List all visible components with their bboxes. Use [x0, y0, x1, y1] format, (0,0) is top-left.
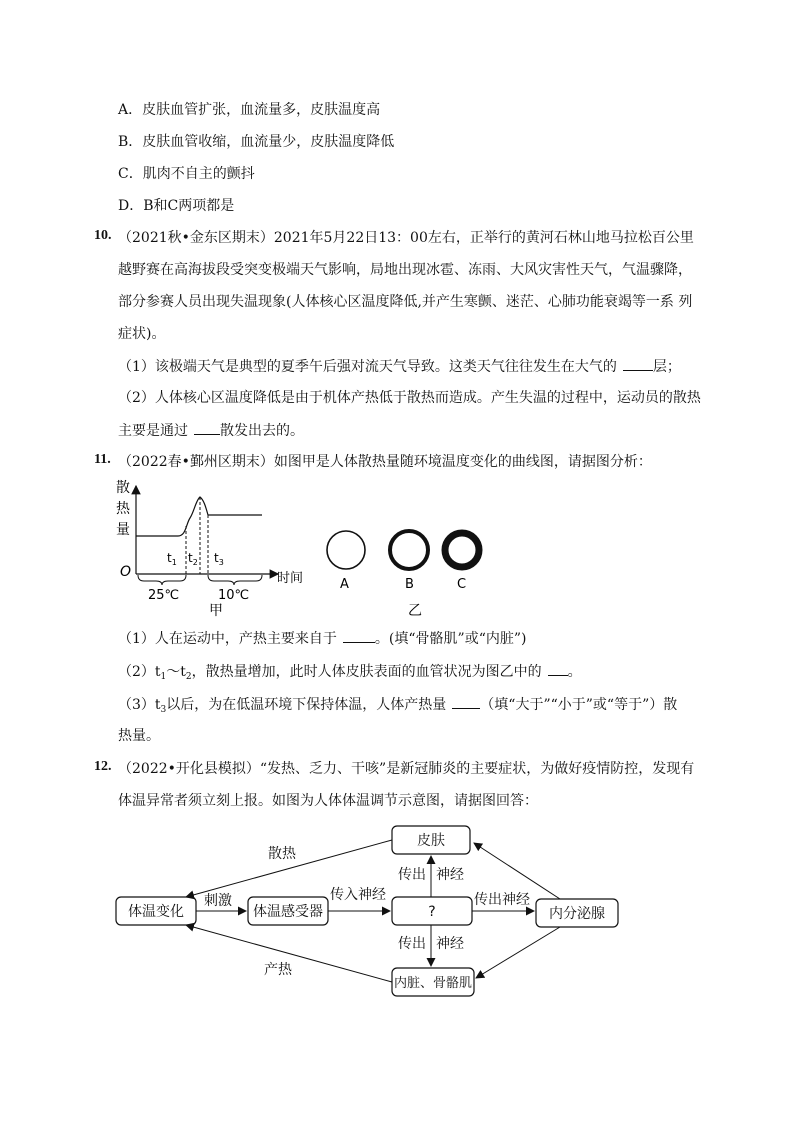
q11-stem: （2022春•鄞州区期末）如图甲是人体散热量随环境温度变化的曲线图，请据图分析： — [118, 454, 652, 470]
question-number-11: 11. — [94, 452, 111, 467]
label-efferent-up-a: 传出 — [398, 867, 426, 883]
t1-label: $t_1$ — [167, 551, 177, 567]
figure-caption-yi: 乙 — [408, 603, 422, 618]
label-efferent-down-b: 神经 — [436, 936, 464, 952]
y-axis-label-char: 散 — [116, 480, 130, 496]
option-d: D．B和C两项都是 — [118, 198, 235, 214]
q11-sub3-text: （3）t — [118, 697, 161, 713]
figure-jia-yi — [110, 478, 510, 618]
subscript: 2 — [185, 672, 192, 682]
circle-label-b: B — [405, 577, 414, 592]
q10-subquestion-2-cont — [118, 420, 304, 441]
arrow-endocrine-to-skin — [474, 843, 560, 899]
label-afferent-nerve: 传入神经 — [330, 887, 386, 903]
answer-blank[interactable] — [194, 420, 220, 435]
label-efferent-right: 传出神经 — [474, 892, 530, 908]
q11-sub2-tail: 。 — [567, 664, 582, 680]
label-stimulus: 刺激 — [204, 893, 232, 909]
q11-sub3-text: 以后，为在低温环境下保持体温，人体产热量 — [166, 697, 447, 713]
q11-sub2-text: ，散热量增加，此时人体皮肤表面的血管状况为图乙中的 — [191, 664, 542, 680]
origin-label: O — [120, 564, 132, 580]
q10-sub2-text: 主要是通过 — [118, 423, 188, 439]
q11-subquestion-2 — [118, 661, 582, 687]
box-organs-muscles-label: 内脏、骨骼肌 — [393, 976, 473, 991]
label-heat-production: 产热 — [264, 962, 292, 978]
box-temperature-change-label: 体温变化 — [128, 904, 184, 920]
answer-blank[interactable] — [452, 694, 480, 709]
option-c: C．肌肉不自主的颤抖 — [118, 166, 255, 182]
q11-sub2-text: ～t — [166, 664, 186, 680]
range-brace-25 — [138, 575, 186, 585]
subscript: 1 — [160, 672, 167, 682]
thermoregulation-diagram — [100, 818, 640, 1008]
q12-line-2: 体温异常者须立刻上报。如图为人体体温调节示意图，请据图回答： — [118, 793, 538, 809]
heat-loss-curve — [136, 497, 262, 536]
q11-subquestion-3 — [118, 694, 677, 720]
q10-line-3: 部分参赛人员出现失温现象(人体核心区温度降低,并产生寒颤、迷茫、心肺功能衰竭等一系 列 — [118, 294, 693, 310]
box-skin-label: 皮肤 — [417, 833, 445, 849]
q11-subquestion-1 — [118, 628, 526, 649]
box-endocrine-gland-label: 内分泌腺 — [549, 906, 605, 922]
label-heat-loss: 散热 — [268, 846, 296, 862]
answer-blank[interactable] — [623, 356, 653, 371]
q12-line-1: （2022•开化县模拟）“发热、乏力、干咳”是新冠肺炎的主要症状，为做好疫情防控，发现有 — [118, 761, 695, 777]
q10-subquestion-1 — [118, 356, 681, 377]
circle-label-c: C — [457, 577, 467, 592]
q10-sub1-tail: 层； — [652, 359, 681, 375]
figure-caption-jia: 甲 — [209, 603, 223, 618]
t3-label: $t_3$ — [214, 551, 224, 567]
label-efferent-up-b: 神经 — [436, 867, 464, 883]
answer-blank[interactable] — [343, 628, 375, 643]
q10-sub1-text: （1）该极端天气是典型的夏季午后强对流天气导致。这类天气往往发生在大气的 — [118, 359, 617, 375]
answer-blank[interactable] — [548, 661, 568, 676]
box-thermoreceptor-label: 体温感受器 — [253, 904, 323, 920]
temp-label-10: 10℃ — [218, 588, 250, 603]
vessel-circle-b — [390, 531, 428, 569]
q11-subquestion-3-cont: 热量。 — [118, 728, 160, 744]
q11-sub1-text: （1）人在运动中，产热主要来自于 — [118, 631, 337, 647]
label-efferent-down-a: 传出 — [398, 936, 426, 952]
q10-subquestion-2: （2）人体核心区温度降低是由于机体产热低于散热而造成。产生失温的过程中，运动员的散热 — [118, 390, 701, 406]
arrow-endocrine-to-organs — [476, 927, 560, 978]
box-unknown-center-label: ? — [428, 904, 436, 920]
option-b: B．皮肤血管收缩，血流量少，皮肤温度降低 — [118, 134, 395, 150]
question-number-12: 12. — [94, 759, 112, 774]
temp-label-25: 25℃ — [148, 588, 180, 603]
q10-line-1: （2021秋•金东区期末）2021年5月22日13：00左右，正举行的黄河石林山地马拉松百公里 — [118, 230, 694, 246]
t2-label: $t_2$ — [188, 551, 198, 567]
option-a: A．皮肤血管扩张，血流量多，皮肤温度高 — [118, 102, 381, 118]
vessel-circle-c — [445, 533, 479, 567]
y-axis-label-char: 量 — [116, 522, 130, 538]
q10-line-2: 越野赛在高海拔段受突变极端天气影响，局地出现冰雹、冻雨、大风灾害性天气，气温骤降， — [118, 262, 692, 278]
q11-sub2-text: （2）t — [118, 664, 161, 680]
y-axis-label-char: 热 — [116, 501, 130, 517]
q11-sub3-tail: （填“大于”“小于”或“等于”）散 — [480, 697, 678, 713]
x-axis-label: 时间 — [277, 571, 304, 586]
subscript: 3 — [160, 705, 167, 715]
question-number-10: 10. — [94, 228, 112, 243]
q10-line-4: 症状)。 — [118, 326, 166, 342]
q11-sub1-tail: 。(填“骨骼肌”或“内脏”) — [374, 631, 527, 647]
q10-sub2-tail: 散发出去的。 — [220, 423, 304, 439]
vessel-circle-a — [327, 531, 365, 569]
range-brace-10 — [208, 575, 262, 585]
circle-label-a: A — [340, 577, 349, 592]
